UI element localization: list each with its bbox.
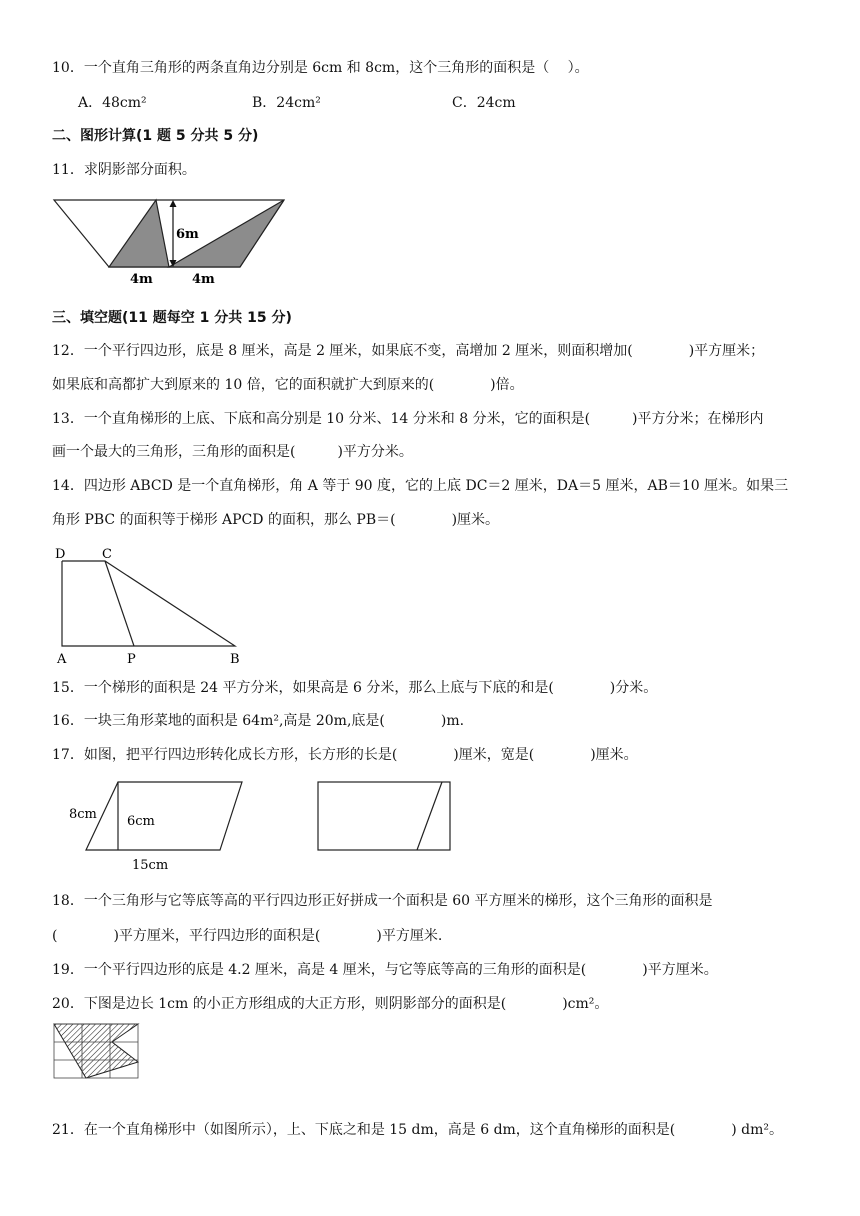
q10-option-a: A．48cm² — [78, 95, 147, 111]
q13-line2: 画一个最大的三角形，三角形的面积是( )平方分米。 — [52, 444, 413, 460]
q20-grid-figure — [52, 1022, 142, 1080]
q11-height-label: 6m — [176, 227, 199, 242]
q14-figure — [52, 544, 252, 668]
q14-label-d: D — [55, 547, 66, 562]
q17-side-label: 8cm — [69, 807, 97, 822]
q11-shaded-triangle-left — [109, 200, 169, 267]
q17-parallelogram — [86, 782, 242, 850]
q14-trapezoid — [62, 561, 235, 646]
q17-cut-line — [417, 782, 442, 850]
q18-line1: 18．一个三角形与它等底等高的平行四边形正好拼成一个面积是 60 平方厘米的梯形，这个三角形的面积是 — [52, 893, 713, 909]
q14-label-p: P — [127, 652, 136, 667]
q11-text: 11．求阴影部分面积。 — [52, 162, 196, 178]
q18-line2: ( )平方厘米，平行四边形的面积是( )平方厘米. — [52, 928, 443, 944]
q14-line1: 14．四边形 ABCD 是一个直角梯形，角 A 等于 90 度，它的上底 DC＝2 厘米，DA＝5 厘米，AB＝10 厘米。如果三 — [52, 478, 789, 494]
q19-text: 19．一个平行四边形的底是 4.2 厘米，高是 4 厘米，与它等底等高的三角形的面积是( )平方厘米。 — [52, 962, 718, 978]
q14-label-c: C — [102, 547, 112, 562]
q14-label-a: A — [57, 652, 67, 667]
q13-line1: 13．一个直角梯形的上底、下底和高分别是 10 分米、14 分米和 8 分米，它的面积是( )平方分米；在梯形内 — [52, 411, 764, 427]
q17-rectangle-figure — [316, 780, 456, 852]
q17-base-label: 15cm — [132, 858, 169, 873]
q14-segment-cp — [105, 561, 134, 646]
q12-line1: 12．一个平行四边形，底是 8 厘米，高是 2 厘米，如果底不变，高增加 2 厘米，则面积增加( )平方厘米； — [52, 343, 765, 359]
q17-parallelogram-figure — [62, 776, 252, 876]
q17-text: 17．如图，把平行四边形转化成长方形，长方形的长是( )厘米，宽是( )厘米。 — [52, 747, 638, 763]
q21-text: 21．在一个直角梯形中（如图所示），上、下底之和是 15 dm，高是 6 dm，这个直角梯形的面积是( ) dm²。 — [52, 1122, 784, 1138]
q17-height-label: 6cm — [127, 814, 155, 829]
q15-text: 15．一个梯形的面积是 24 平方分米，如果高是 6 分米，那么上底与下底的和是( )分米。 — [52, 680, 658, 696]
q10-option-b: B．24cm² — [252, 95, 321, 111]
q12-line2: 如果底和高都扩大到原来的 10 倍，它的面积就扩大到原来的( )倍。 — [52, 377, 524, 393]
q20-shaded-region — [54, 1024, 138, 1078]
q16-text: 16．一块三角形菜地的面积是 64m²,高是 20m,底是( )m. — [52, 713, 465, 729]
q14-label-b: B — [230, 652, 240, 667]
q11-base-right-label: 4m — [192, 272, 215, 287]
q10-option-c: C．24cm — [452, 95, 516, 111]
q11-base-left-label: 4m — [130, 272, 153, 287]
q11-figure — [52, 196, 288, 290]
q10-text: 10．一个直角三角形的两条直角边分别是 6cm 和 8cm，这个三角形的面积是（ ）。 — [52, 60, 589, 76]
q17-rectangle — [318, 782, 450, 850]
q14-line2: 角形 PBC 的面积等于梯形 APCD 的面积，那么 PB＝( )厘米。 — [52, 512, 500, 528]
section-3-title: 三、填空题(11 题每空 1 分共 15 分) — [52, 310, 292, 326]
section-2-title: 二、图形计算(1 题 5 分共 5 分) — [52, 128, 259, 144]
q20-text: 20．下图是边长 1cm 的小正方形组成的大正方形，则阴影部分的面积是( )cm²。 — [52, 996, 609, 1012]
